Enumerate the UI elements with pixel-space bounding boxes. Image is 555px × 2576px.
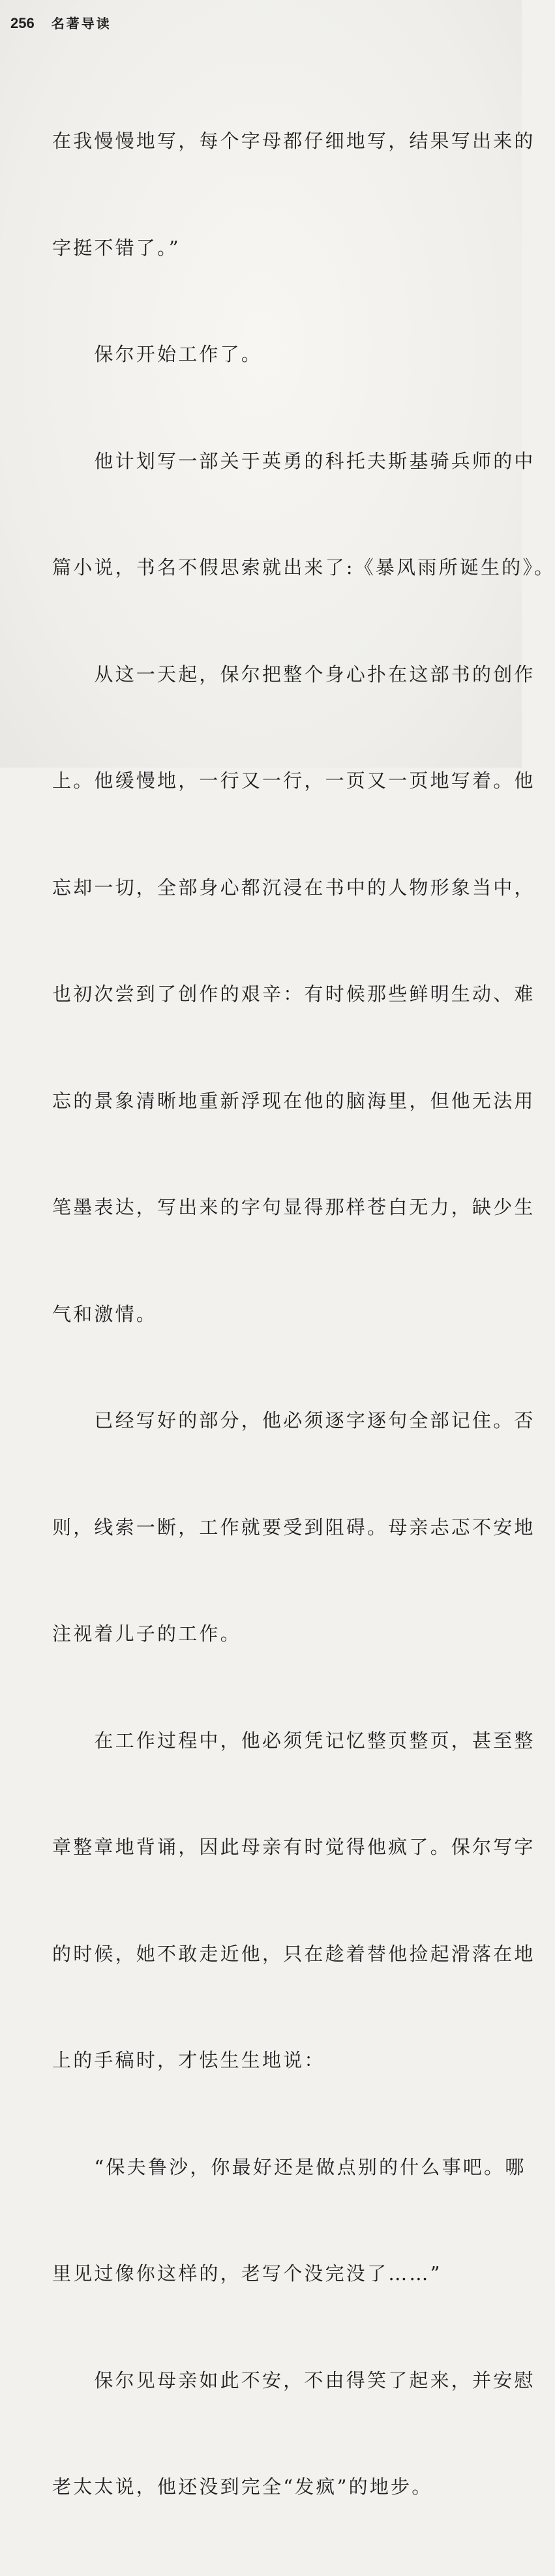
- text-line: 忘却一切，全部身心都沉浸在书中的人物形象当中，: [52, 876, 535, 899]
- running-head-title: 名著导读: [51, 16, 112, 31]
- page-header: [10, 13, 112, 37]
- text-line: 则，线索一断，工作就要受到阻碍。母亲忐忑不安地: [52, 1516, 535, 1538]
- page-number: 256: [10, 15, 35, 31]
- body-text: [52, 52, 555, 2576]
- text-line: 篇小说，书名不假思索就出来了:《暴风雨所诞生的》。: [52, 556, 555, 578]
- text-line: “保夫鲁沙，你最好还是做点别的什么事吧。哪: [52, 2155, 526, 2178]
- text-line: 注视着儿子的工作。: [52, 1623, 241, 1645]
- text-line: 保尔见母亲如此不安，不由得笑了起来，并安慰: [52, 2369, 535, 2391]
- text-line: 上的手稿时，才怯生生地说：: [52, 2049, 325, 2071]
- text-line: 从这一天起，保尔把整个身心扑在这部书的创作: [52, 663, 535, 685]
- text-line: 的时候，她不敢走近他，只在趁着替他捡起滑落在地: [52, 1942, 535, 1965]
- text-line: 字挺不错了。”: [52, 236, 181, 259]
- text-line: 忘的景象清晰地重新浮现在他的脑海里，但他无法用: [52, 1089, 535, 1112]
- text-line: 章整章地背诵，因此母亲有时觉得他疯了。保尔写字: [52, 1836, 535, 1858]
- text-line: 也初次尝到了创作的艰辛：有时候那些鲜明生动、难: [52, 983, 535, 1005]
- text-line: 笔墨表达，写出来的字句显得那样苍白无力，缺少生: [52, 1196, 535, 1218]
- text-line: 在我慢慢地写，每个字母都仔细地写，结果写出来的: [52, 130, 535, 152]
- text-line: 在工作过程中，他必须凭记忆整页整页，甚至整: [52, 1729, 535, 1752]
- text-block: [52, 52, 555, 2576]
- text-line: 保尔开始工作了。: [52, 343, 263, 365]
- text-line: 里见过像你这样的，老写个没完没了……”: [52, 2262, 442, 2284]
- text-line: 他计划写一部关于英勇的科托夫斯基骑兵师的中: [52, 449, 535, 472]
- text-line: 老太太说，他还没到完全“发疯”的地步。: [52, 2476, 433, 2498]
- text-line: 气和激情。: [52, 1302, 158, 1325]
- text-line: 已经写好的部分，他必须逐字逐句全部记住。否: [52, 1409, 535, 1431]
- text-line: 上。他缓慢地，一行又一行，一页又一页地写着。他: [52, 770, 535, 792]
